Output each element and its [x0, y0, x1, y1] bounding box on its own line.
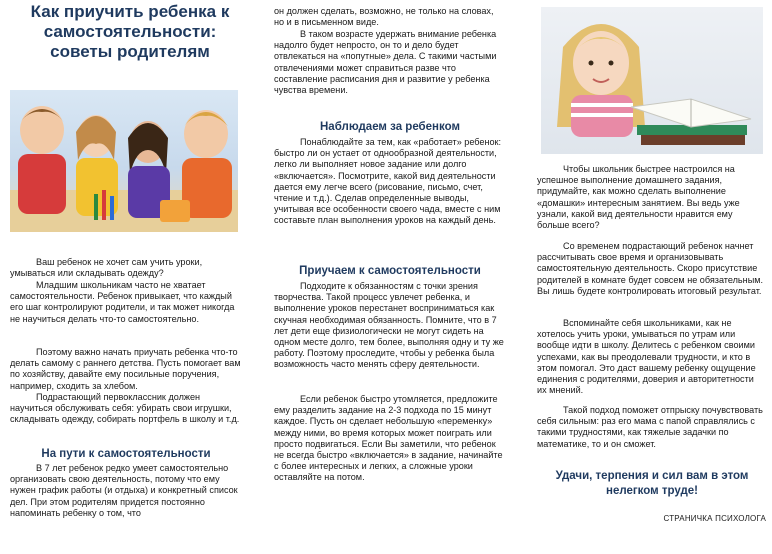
paragraph-text: Понаблюдайте за тем, как «работает» ребенок: быстро ли он устает от однообразной деятельности, легко ли выполняет новое задание или долго «включается». Посмотрите, какой вид деятельности дается ему легче всего (рисование, письмо, счет, чтение и т.д.). Сделав определенные выводы, учитывая все особенности своего чада, вместе с ним составьте план выполнения уроков на каждый день.: [274, 137, 502, 226]
paragraph-text: Такой подход поможет отпрыску почувствовать себя сильным: раз его мама с папой справлялись с такими трудностями, как тяжелые задачки по математике, то и он сможет.: [537, 405, 763, 449]
paragraph-text: В таком возрасте удержать внимание ребенка надолго будет непросто, он то и дело будет отвлекаться на «попутные» дела. С такими частыми отвлечениями может справиться разве что составление расписания дня и развитие у ребенка чувства времени.: [274, 29, 497, 96]
paragraph-text: Если ребенок быстро утомляется, предложите ему разделить задание на 2-3 подхода по 15 минут каждое. Пусть он сделает небольшую «переменку» между ними, во время которых может поиграть или просто подвигаться. Если Вы заметили, что ребенок не всегда быстро «включается» в задание, начинайте с более интересных и легких, а сложные уроки оставляйте на потом.: [274, 394, 503, 483]
paragraph-text: Подходите к обязанностям с точки зрения творчества. Такой процесс увлечет ребенка, и выполнение уроков перестанет восприниматься как скучная необходимая обязанность. Помните, что в 7 лет дети еще физиологически не могут сидеть на одном месте долго, тем более, выполняя одну и ту же работу. Поэтому проследите, чтобы у ребенка была возможность часто менять сферу деятельности.: [274, 281, 504, 370]
section-heading: Приучаем к самостоятельности: [299, 265, 481, 277]
paragraph: [10, 463, 242, 519]
paragraph-text: Чтобы школьник быстрее настроился на успешное выполнение домашнего задания, придумайте, как можно сделать выполнение «домашки» интересным занятием. Вы ведь уже узнали, какой вид деятельности нравится ему больше всего?: [537, 164, 740, 231]
paragraph-text: Поэтому важно начать приучать ребенка что-то делать самому с раннего детства. Пусть помогает вам по хозяйству, давайте ему посильные поручения, например, сходить за хлебом.: [10, 347, 241, 391]
paragraph: [10, 280, 242, 325]
paragraph-text: Вспоминайте себя школьниками, как не хотелось учить уроки, умываться по утрам или вообще идти в школу. Делитесь с ребенком своими успехами, как вы преодолевали трудности, и кто в этом помогал. Это даст вашему ребенку ощущение единения с родителями, доверия и авторитетности их мнений.: [537, 318, 756, 396]
paragraph: [10, 392, 242, 426]
children-photo-illustration: [10, 90, 238, 232]
paragraph: [537, 405, 763, 450]
paragraph: [274, 394, 506, 484]
children-photo: [10, 90, 238, 232]
paragraph-text: Ваш ребенок не хочет сам учить уроки, умываться или складывать одежду?: [10, 257, 203, 279]
section-heading: Наблюдаем за ребенком: [320, 121, 460, 133]
paragraph: [274, 29, 506, 96]
paragraph-text: он должен сделать, возможно, не только на словах, но и в письменном виде.: [274, 6, 494, 28]
paragraph: [537, 164, 763, 231]
paragraph-text: Младшим школьникам часто не хватает самостоятельности. Ребенок привыкает, что каждый его шаг контролируют родители, и так может никогда не научиться делать что-то самостоятельно.: [10, 280, 235, 324]
page-title: Как приучить ребенка к самостоятельности: советы родителям: [30, 2, 230, 61]
paragraph-text: В 7 лет ребенок редко умеет самостоятельно организовать свою деятельность, потому что ему нужен график работы (и отдыха) и конкретный список дел. При этом родителям придется постоянно напоминать ребенку о том, что: [10, 463, 238, 518]
footer-label: СТРАНИЧКА ПСИХОЛОГА: [663, 514, 766, 523]
paragraph: [10, 347, 242, 392]
paragraph-text: Подрастающий первоклассник должен научиться обслуживать себя: убирать свои игрушки, складывать одежду, собирать портфель в школу и т.д.: [10, 392, 240, 425]
paragraph: [10, 257, 242, 279]
section-heading: На пути к самостоятельности: [41, 448, 211, 460]
girl-photo-illustration: [541, 7, 763, 154]
paragraph: [537, 318, 763, 396]
paragraph: [274, 137, 506, 227]
paragraph: [274, 281, 506, 371]
girl-with-books-photo: [541, 7, 763, 154]
closing-wish: Удачи, терпения и сил вам в этом нелегком труде!: [555, 470, 749, 497]
paragraph: [274, 6, 506, 28]
paragraph: [537, 241, 763, 297]
paragraph-text: Со временем подрастающий ребенок начнет рассчитывать свое время и организовывать самостоятельную деятельность. Скоро присутствие родителей в комнате будет совсем не обязательным. Вы лишь будете контролировать итоговый результат.: [537, 241, 764, 296]
